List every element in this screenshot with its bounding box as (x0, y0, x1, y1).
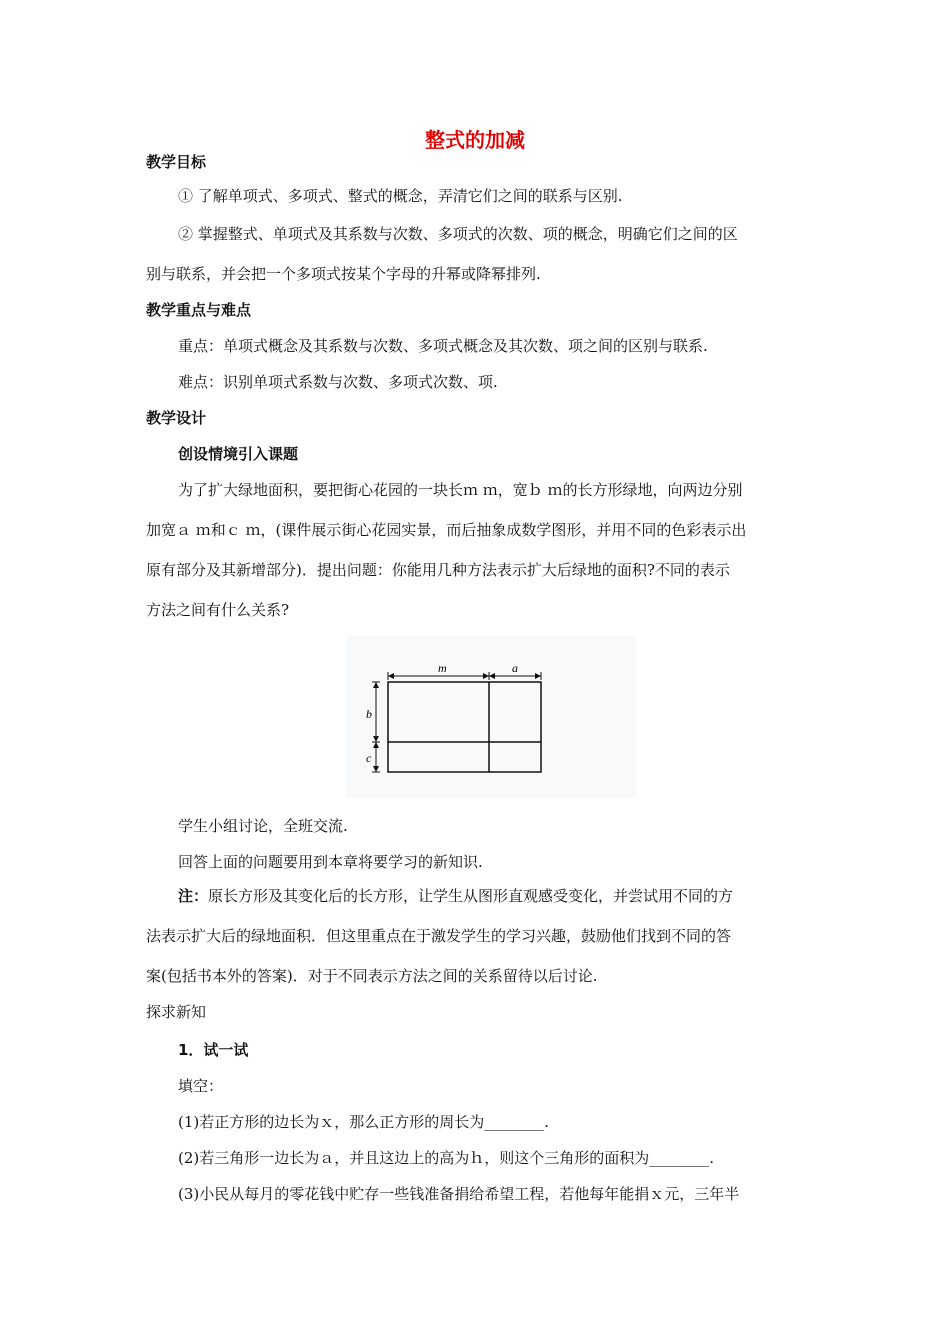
design-subheading: 创设情境引入课题 (178, 445, 299, 463)
fill-in-label: 填空： (178, 1077, 224, 1095)
scenario-line-3: 原有部分及其新增部分)．提出问题：你能用几种方法表示扩大后绿地的面积?不同的表示 (146, 561, 730, 579)
garden-rectangle-figure (346, 636, 636, 798)
key-points-heading: 教学重点与难点 (146, 301, 252, 319)
label-m: m (438, 661, 447, 675)
key-point: 重点：单项式概念及其系数与次数、多项式概念及其次数、项之间的区别与联系. (178, 337, 708, 355)
question-3: (3)小民从每月的零花钱中贮存一些钱准备捐给希望工程，若他每年能捐ｘ元，三年半 (178, 1185, 740, 1203)
label-c: c (366, 751, 372, 765)
question-2: (2)若三角形一边长为ａ，并且这边上的高为ｈ，则这个三角形的面积为________. (178, 1149, 715, 1167)
scenario-line-1: 为了扩大绿地面积，要把街心花园的一块长ｍ ｍ，宽ｂ ｍ的长方形绿地，向两边分别 (178, 481, 743, 499)
difficulty-point: 难点：识别单项式系数与次数、多项式次数、项. (178, 373, 498, 391)
scenario-line-2: 加宽ａ ｍ和ｃ ｍ，(课件展示街心花园实景，而后抽象成数学图形，并用不同的色彩表示出 (146, 521, 747, 539)
page-title: 整式的加减 (425, 128, 525, 152)
note-line-2: 法表示扩大后的绿地面积．但这里重点在于激发学生的学习兴趣，鼓励他们找到不同的答 (146, 927, 732, 945)
scenario-line-4: 方法之间有什么关系? (146, 601, 290, 619)
discussion-line: 学生小组讨论，全班交流. (178, 817, 348, 835)
label-a: a (512, 661, 518, 675)
objective-2-line1: ② 掌握整式、单项式及其系数与次数、多项式的次数、项的概念，明确它们之间的区 (178, 225, 738, 243)
note-text-1: 原长方形及其变化后的长方形，让学生从图形直观感受变化，并尝试用不同的方 (208, 887, 734, 905)
note-line-1 (178, 886, 733, 906)
design-heading: 教学设计 (146, 409, 207, 427)
question-1: (1)若正方形的边长为ｘ，那么正方形的周长为________. (178, 1113, 550, 1131)
objectives-heading: 教学目标 (146, 153, 207, 171)
explore-heading: 探求新知 (146, 1003, 207, 1021)
note-label: 注： (178, 887, 209, 905)
label-b: b (366, 707, 372, 721)
note-line-3: 案(包括书本外的答案)．对于不同表示方法之间的关系留待以后讨论. (146, 967, 598, 985)
try-it-subheading: 1．试一试 (178, 1041, 249, 1059)
objective-1: ① 了解单项式、多项式、整式的概念，弄清它们之间的联系与区别. (178, 187, 623, 205)
answer-note-line: 回答上面的问题要用到本章将要学习的新知识. (178, 853, 483, 871)
objective-2-line2: 别与联系，并会把一个多项式按某个字母的升幂或降幂排列. (146, 265, 541, 283)
